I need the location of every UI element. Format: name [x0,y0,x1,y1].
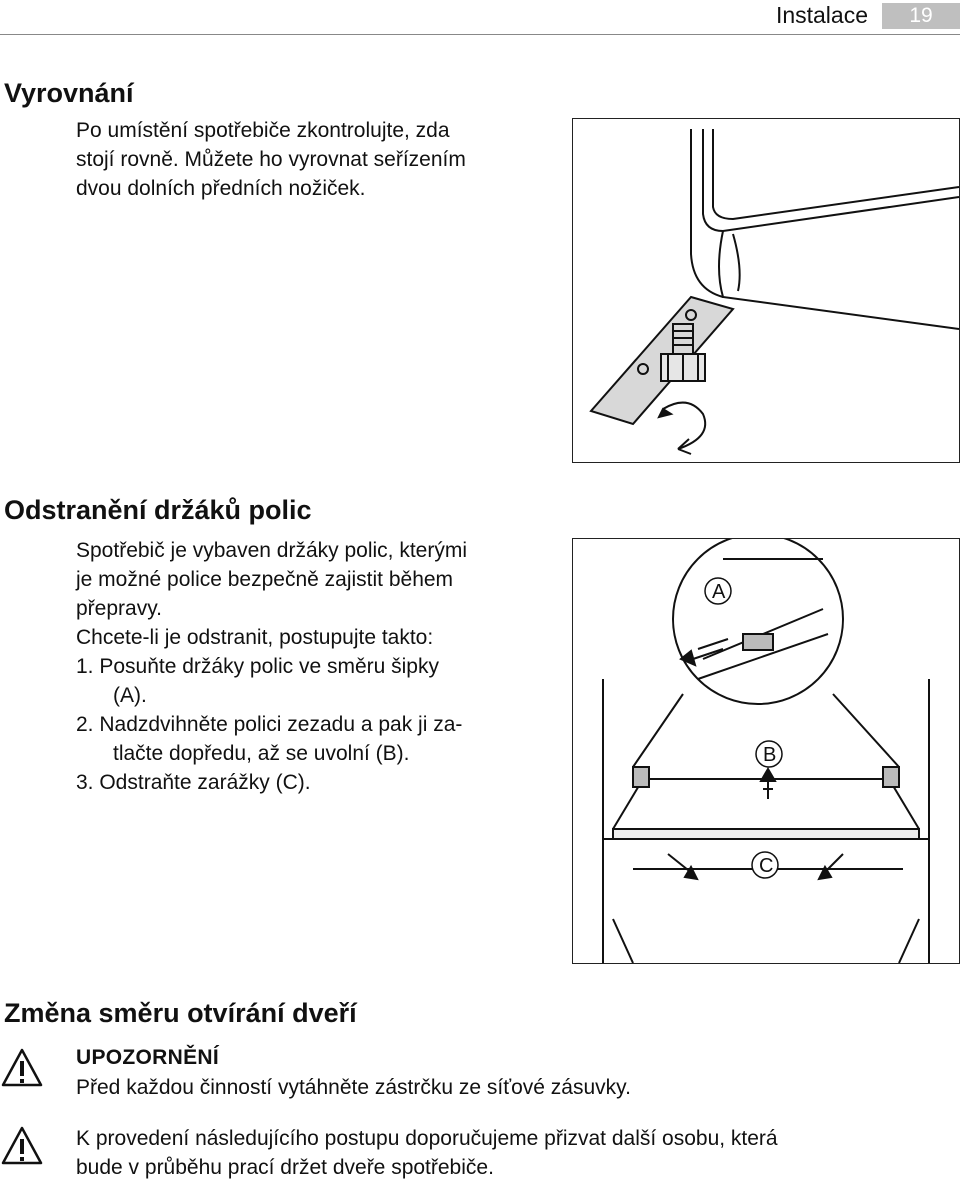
text-line: Chcete-li je odstranit, postupujte takto: [76,626,434,649]
label-b: B [763,744,777,766]
note-text [76,1124,778,1182]
label-c: C [759,855,774,877]
leveling-heading: Vyrovnání [4,78,134,108]
text-line: K provedení následujícího postupu doporučujeme přizvat další osobu, která [76,1127,778,1150]
text-line: Po umístění spotřebiče zkontrolujte, zda [76,119,450,142]
text-line: je možné police bezpečně zajistit během [76,568,454,591]
warning-icon [0,1046,44,1090]
text-line: bude v průběhu prací držet dveře spotřebiče. [76,1156,494,1179]
header-divider [0,34,960,35]
label-a: A [712,581,726,603]
shelf-heading: Odstranění držáků polic [4,495,312,525]
step-2-cont: tlačte dopředu, až se uvolní (B). [113,742,410,765]
step-3: 3. Odstraňte zarážky (C). [76,771,311,794]
text-line: přepravy. [76,597,162,620]
section-title: Instalace [775,2,868,28]
text-line: Spotřebič je vybaven držáky polic, kterými [76,539,467,562]
text-line: stojí rovně. Můžete ho vyrovnat seřízením [76,148,466,171]
shelf-holder-drawing [573,539,959,963]
adjustable-foot-drawing [573,119,959,462]
step-1-cont: (A). [113,684,147,707]
door-heading: Změna směru otvírání dveří [4,998,357,1028]
leveling-illustration [572,118,960,463]
shelf-illustration [572,538,960,964]
warning-text: Před každou činností vytáhněte zástrčku ze síťové zásuvky. [76,1076,631,1099]
step-2: 2. Nadzdvihněte polici zezadu a pak ji za- [76,713,463,736]
text-line: dvou dolních předních nožiček. [76,177,366,200]
caution-icon [0,1124,44,1168]
shelf-text [76,536,467,797]
leveling-text [76,116,466,203]
warning-title: UPOZORNĚNÍ [76,1046,220,1069]
page-number: 19 [882,3,960,29]
step-1: 1. Posuňte držáky polic ve směru šipky [76,655,439,678]
